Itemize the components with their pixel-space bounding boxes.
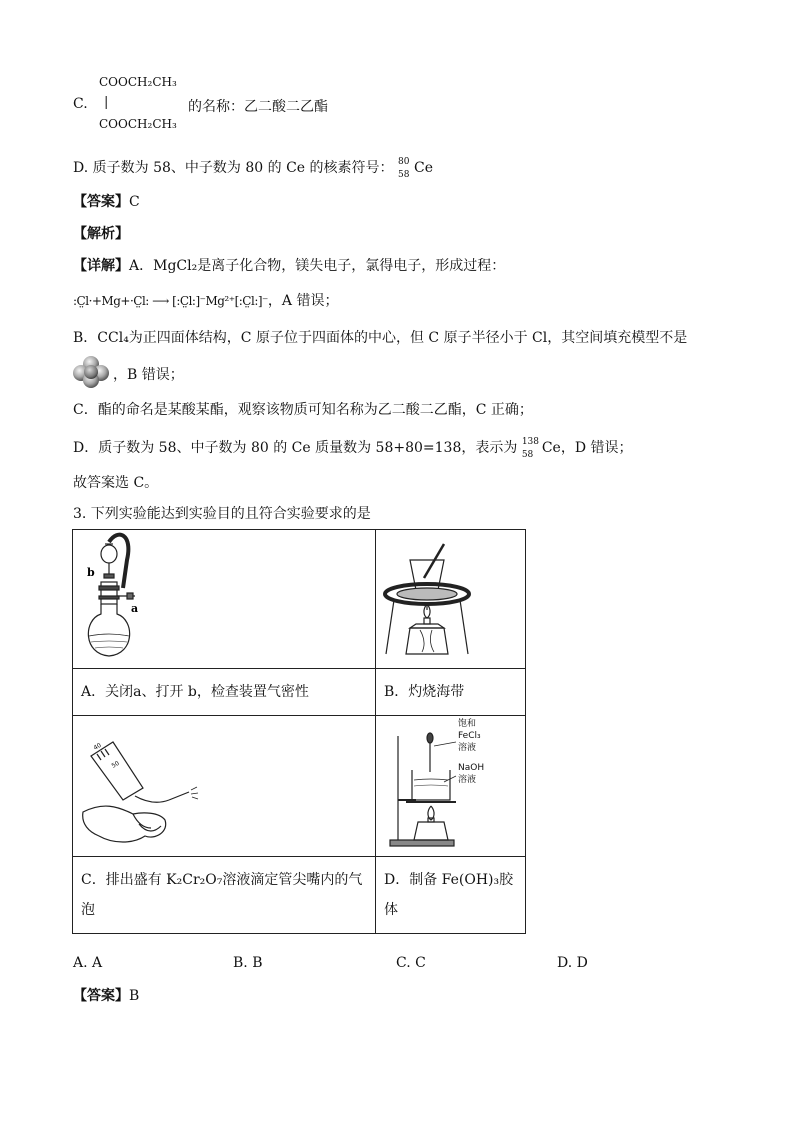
burette-bubble-figure (73, 716, 375, 852)
option-d (73, 156, 433, 178)
label-a: a (131, 602, 139, 615)
nuclide-element-138: Ce (541, 440, 561, 456)
nuclide-element: Ce (413, 160, 433, 176)
option-a-cell: A．关闭a、打开 b，检查装置气密性 (73, 669, 376, 716)
detail-a (73, 256, 505, 276)
figure-b-cell (376, 530, 526, 669)
figure-d-cell (376, 716, 526, 857)
label-fecl3: FeCl₃ (458, 731, 481, 741)
analysis-label: 【解析】 (73, 226, 129, 242)
airtightness-apparatus-figure (73, 530, 375, 664)
option-d[interactable]: D. D (557, 955, 588, 971)
label-saturated: 饱和 (458, 719, 477, 729)
label-naoh: NaOH (458, 763, 485, 773)
answer-label: 【答案】 (73, 194, 129, 210)
option-d-cell: D．制备 Fe(OH)₃胶体 (376, 857, 526, 934)
option-b-cell: B．灼烧海带 (376, 669, 526, 716)
colloid-preparation-figure (376, 716, 525, 852)
option-c-label: C. (73, 96, 88, 112)
detail-d (73, 436, 633, 458)
figure-a-cell (73, 530, 376, 669)
question-3-table (72, 529, 526, 934)
structure-bond-bar: | (104, 95, 109, 110)
lewis-formation-diagram: :C̤l·+Mg+·C̤l: ⟶ [:C̤l:]⁻Mg²⁺[:C̤l:]⁻ (73, 294, 268, 308)
option-d-label: D. (73, 160, 89, 176)
detail-a-text: A．MgCl₂是离子化合物，镁失电子，氯得电子，形成过程： (129, 258, 506, 274)
space-filling-model-figure (73, 356, 109, 392)
nuclide-symbol-138: 138 58 (521, 437, 540, 460)
option-c[interactable]: C. C (396, 955, 426, 971)
figure-c-cell (73, 716, 376, 857)
detail-d-after: ，D 错误； (560, 440, 633, 456)
crucible-burning-figure (376, 530, 525, 664)
option-c-cell: C．排出盛有 K₂Cr₂O₇溶液滴定管尖嘴内的气泡 (73, 857, 376, 934)
structure-formula-bottom: COOCH₂CH₃ (99, 117, 177, 131)
conclusion: 故答案选 C。 (73, 475, 159, 491)
burette-mark-40: 40 (92, 741, 103, 752)
option-d-text: 质子数为 58、中子数为 80 的 Ce 的核素符号： (92, 160, 394, 176)
detail-b-after: ，B 错误； (113, 367, 184, 383)
answer-value-2: B (129, 988, 140, 1004)
label-solution-2: 溶液 (458, 775, 477, 785)
burette-mark-50: 50 (110, 759, 121, 770)
lewis-line (73, 291, 338, 311)
option-c-text: 的名称：乙二酸二乙酯 (188, 99, 328, 115)
option-a[interactable]: A. A (73, 955, 103, 971)
detail-b: B．CCl₄为正四面体结构，C 原子位于四面体的中心，但 C 原子半径小于 Cl，其空间填充模型不是 (73, 330, 688, 346)
detail-c: C．酯的命名是某酸某酯，观察该物质可知名称为乙二酸二乙酯，C 正确； (73, 402, 533, 418)
nuclide-symbol: 80 58 (397, 157, 410, 180)
answer-value: C (129, 194, 140, 210)
detail-a-after: ，A 错误； (267, 293, 339, 309)
label-b: b (87, 566, 95, 579)
label-solution-1: 溶液 (458, 743, 477, 753)
question-3-stem: 3. 下列实验能达到实验目的且符合实验要求的是 (73, 506, 371, 522)
answer-label-2: 【答案】 (73, 988, 129, 1004)
answer-line-2 (73, 986, 139, 1006)
detail-d-text: D．质子数为 58、中子数为 80 的 Ce 质量数为 58+80=138，表示为 (73, 440, 518, 456)
answer-line (73, 192, 140, 212)
structure-formula-top: COOCH₂CH₃ (99, 75, 177, 89)
option-b[interactable]: B. B (233, 955, 263, 971)
detail-label: 【详解】 (73, 258, 129, 274)
